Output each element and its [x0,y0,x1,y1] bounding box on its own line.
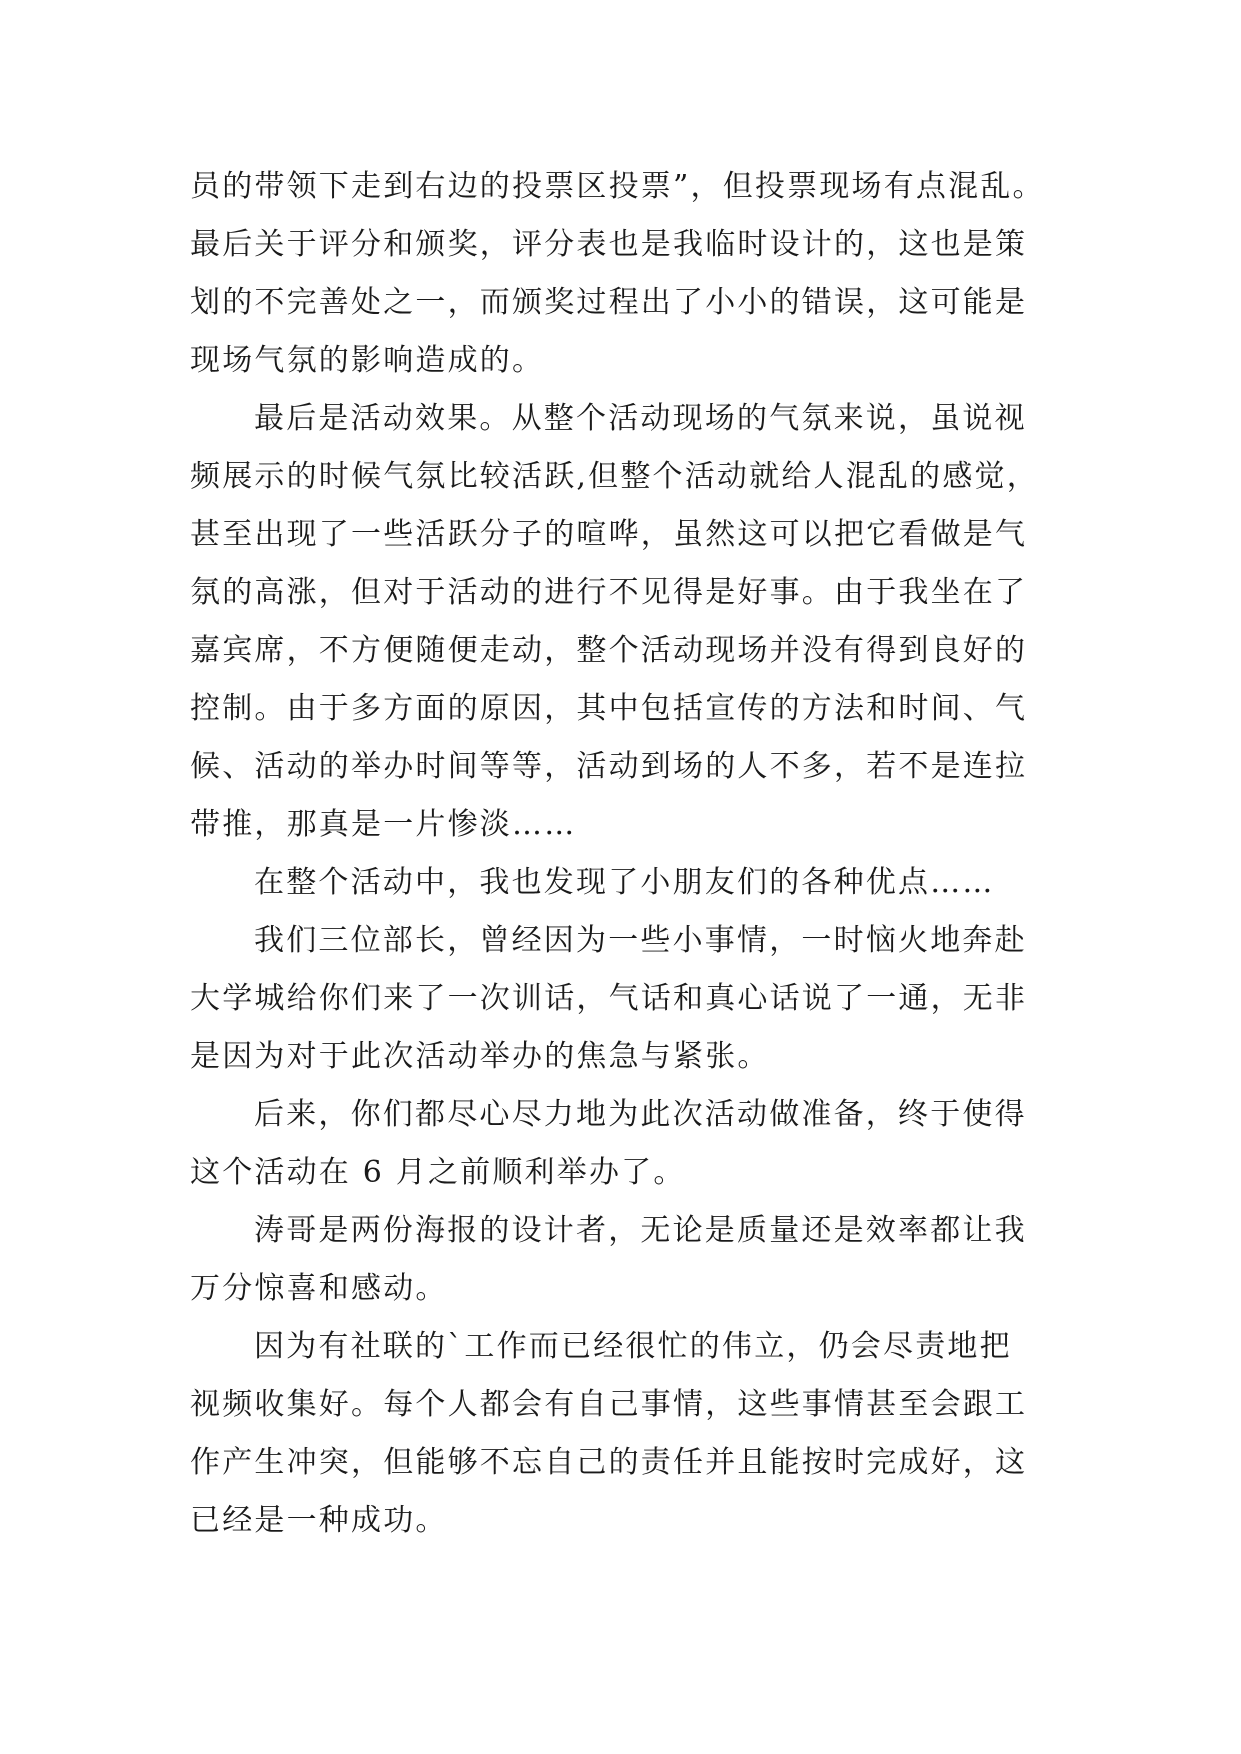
text-line: 这个活动在 6 月之前顺利举办了。 [190,1155,686,1190]
text-line: 后来，你们都尽心尽力地为此次活动做准备，终于使得 [254,1097,1027,1132]
text-line: 嘉宾席，不方便随便走动，整个活动现场并没有得到良好的 [190,633,1028,668]
text-line: 带推，那真是一片惨淡…… [190,807,577,842]
text-line: 作产生冲突，但能够不忘自己的责任并且能按时完成好，这 [190,1445,1028,1480]
text-line: 万分惊喜和感动。 [190,1271,448,1306]
text-line: 员的带领下走到右边的投票区投票”，但投票现场有点混乱。 [190,169,1045,204]
text-line: 是因为对于此次活动举办的焦急与紧张。 [190,1039,770,1074]
text-line: 大学城给你们来了一次训话，气话和真心话说了一通，无非 [190,981,1028,1016]
text-line: 控制。由于多方面的原因，其中包括宣传的方法和时间、气 [190,691,1028,726]
text-line: 我们三位部长，曾经因为一些小事情，一时恼火地奔赴 [254,923,1027,958]
text-line: 候、活动的举办时间等等，活动到场的人不多，若不是连拉 [190,749,1028,784]
text-line: 最后是活动效果。从整个活动现场的气氛来说，虽说视 [254,401,1027,436]
text-line: 划的不完善处之一，而颁奖过程出了小小的错误，这可能是 [190,285,1028,320]
text-line: 甚至出现了一些活跃分子的喧哗，虽然这可以把它看做是气 [190,517,1028,552]
document-body [190,158,1070,1550]
text-line: 已经是一种成功。 [190,1503,448,1538]
text-line: 频展示的时候气氛比较活跃,但整个活动就给人混乱的感觉， [190,459,1039,494]
text-line: 在整个活动中，我也发现了小朋友们的各种优点…… [254,865,995,900]
text-line: 现场气氛的影响造成的。 [190,343,545,378]
text-line: 氛的高涨，但对于活动的进行不见得是好事。由于我坐在了 [190,575,1028,610]
text-line: 因为有社联的`工作而已经很忙的伟立，仍会尽责地把 [254,1329,1012,1364]
text-line: 视频收集好。每个人都会有自己事情，这些事情甚至会跟工 [190,1387,1028,1422]
text-line: 最后关于评分和颁奖，评分表也是我临时设计的，这也是策 [190,227,1028,262]
text-line: 涛哥是两份海报的设计者，无论是质量还是效率都让我 [254,1213,1027,1248]
